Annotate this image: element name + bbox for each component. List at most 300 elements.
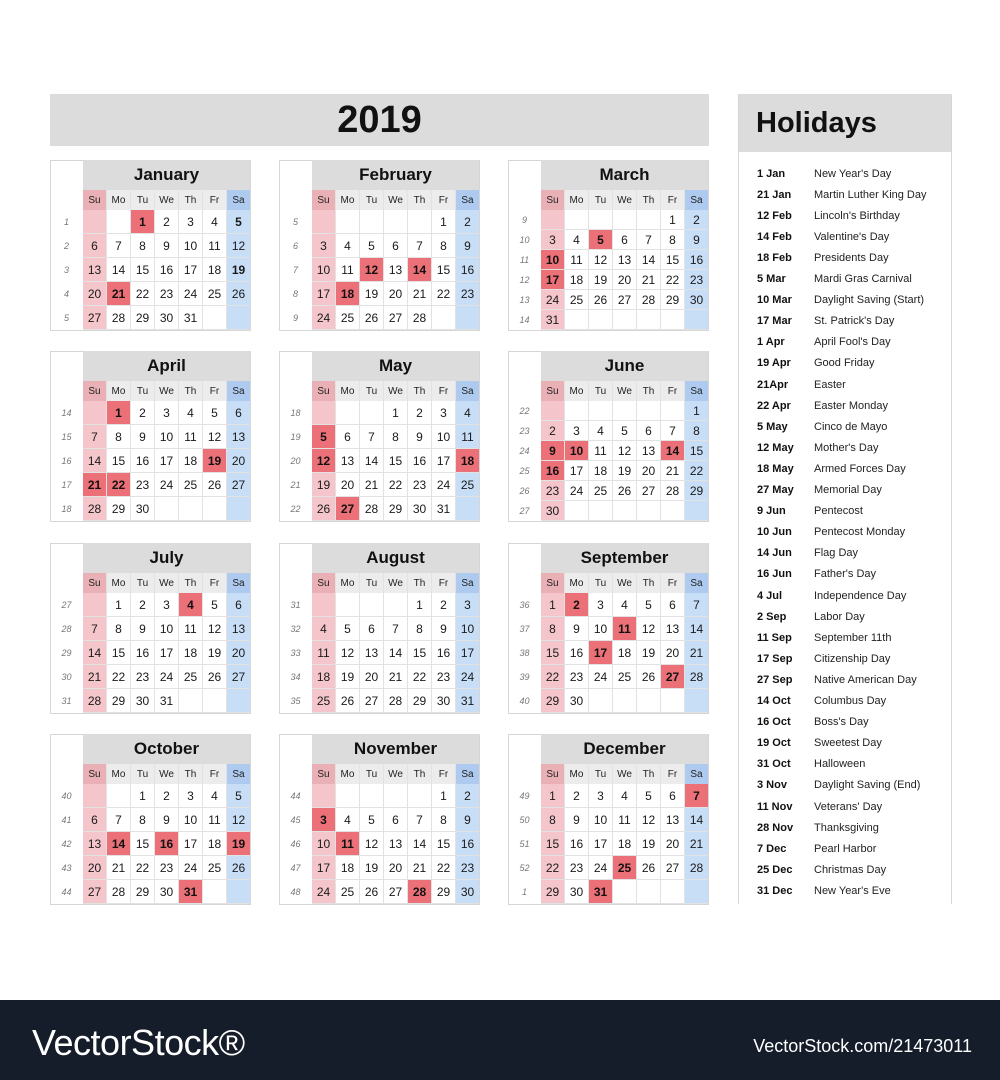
day-cell: 7 — [645, 232, 652, 247]
day-cell: 10 — [541, 250, 564, 269]
day-cell: 30 — [159, 884, 174, 899]
day-cell: 26 — [617, 483, 632, 498]
weekday-label: We — [384, 190, 407, 210]
week-number: 24 — [519, 446, 530, 456]
week-number: 42 — [61, 839, 72, 849]
weekday-label: Sa — [456, 381, 479, 401]
weekday-label: Fr — [432, 764, 455, 784]
year-title: 2019 — [337, 98, 422, 141]
month-april — [50, 351, 250, 521]
day-cell: 23 — [135, 477, 150, 492]
holiday-name: Halloween — [814, 758, 866, 771]
day-cell: 7 — [693, 597, 700, 612]
day-cell: 9 — [139, 429, 146, 444]
week-number: 40 — [61, 791, 72, 801]
day-cell: 1 — [549, 788, 556, 803]
holiday-item — [739, 501, 951, 522]
day-cell: 25 — [569, 292, 584, 307]
weekday-label: Fr — [661, 573, 684, 593]
day-cell: 30 — [436, 693, 451, 708]
holiday-date: 2 Sep — [757, 610, 787, 623]
day-cell: 27 — [665, 860, 680, 875]
weekday-label: Su — [83, 764, 106, 784]
day-cell: 20 — [87, 860, 102, 875]
holiday-name: Mardi Gras Carnival — [814, 273, 912, 285]
holiday-item — [739, 754, 951, 775]
day-cell: 14 — [111, 262, 126, 277]
holiday-item — [739, 247, 951, 268]
month-july — [50, 543, 250, 713]
day-cell: 6 — [235, 597, 242, 612]
day-cell: 6 — [392, 812, 399, 827]
weekday-label: Th — [408, 764, 431, 784]
weekday-label: Th — [637, 573, 660, 593]
week-number: 17 — [61, 480, 72, 490]
day-cell: 2 — [163, 788, 170, 803]
day-cell: 23 — [460, 860, 475, 875]
day-cell: 10 — [593, 812, 608, 827]
day-cell: 18 — [593, 463, 608, 478]
day-cell: 15 — [545, 836, 560, 851]
day-cell: 23 — [159, 860, 174, 875]
holiday-name: Native American Day — [814, 673, 917, 686]
day-cell: 24 — [159, 477, 174, 492]
day-cell: 12 — [641, 621, 656, 636]
day-cell: 28 — [689, 669, 704, 684]
day-cell: 11 — [613, 617, 636, 640]
day-cell: 1 — [416, 597, 423, 612]
week-number: 25 — [519, 466, 530, 476]
holiday-item — [739, 416, 951, 437]
day-cell: 12 — [340, 645, 355, 660]
day-cell: 25 — [183, 477, 198, 492]
holiday-item — [739, 480, 951, 501]
day-cell: 8 — [440, 238, 447, 253]
day-cell: 30 — [569, 884, 584, 899]
day-cell: 3 — [549, 232, 556, 247]
day-cell: 30 — [569, 693, 584, 708]
day-cell: 10 — [183, 238, 198, 253]
day-cell: 26 — [364, 884, 379, 899]
weekday-label: Mo — [336, 764, 359, 784]
week-number: 10 — [519, 235, 530, 245]
weekday-label: Tu — [131, 190, 154, 210]
weekday-label: Sa — [227, 573, 250, 593]
holiday-date: 5 May — [757, 420, 788, 433]
week-number: 14 — [61, 408, 72, 418]
day-cell: 20 — [388, 860, 403, 875]
day-cell: 5 — [235, 214, 242, 229]
day-cell: 19 — [364, 286, 379, 301]
day-cell: 29 — [545, 884, 560, 899]
month-name: March — [541, 160, 708, 190]
day-cell: 27 — [231, 669, 246, 684]
day-cell: 28 — [364, 501, 379, 516]
day-cell: 6 — [621, 232, 628, 247]
day-cell: 13 — [641, 443, 656, 458]
day-cell: 9 — [163, 812, 170, 827]
weekday-label: Th — [179, 381, 202, 401]
month-december — [508, 734, 708, 904]
day-cell: 5 — [621, 423, 628, 438]
weekday-label: Sa — [685, 190, 708, 210]
week-number: 27 — [519, 506, 530, 516]
day-cell: 9 — [440, 621, 447, 636]
holiday-item — [739, 269, 951, 290]
image-id: VectorStock.com/21473011 — [753, 1036, 972, 1056]
day-cell: 28 — [388, 693, 403, 708]
holiday-date: 14 Oct — [757, 695, 791, 707]
holiday-date: 4 Jul — [757, 589, 783, 602]
day-cell: 7 — [685, 784, 708, 807]
holiday-date: 16 Oct — [757, 716, 791, 729]
day-cell: 16 — [460, 836, 475, 851]
day-cell: 22 — [436, 286, 451, 301]
day-cell: 13 — [388, 262, 403, 277]
week-number: 13 — [519, 295, 530, 305]
weekday-label: We — [613, 190, 636, 210]
day-cell: 30 — [412, 501, 427, 516]
day-cell: 5 — [312, 425, 335, 448]
day-cell: 6 — [235, 405, 242, 420]
weekday-label: Mo — [107, 381, 130, 401]
holiday-date: 27 May — [757, 484, 794, 496]
holiday-item — [739, 205, 951, 226]
day-cell: 6 — [91, 238, 98, 253]
weekday-label: Tu — [131, 573, 154, 593]
day-cell: 21 — [641, 272, 656, 287]
day-cell: 4 — [597, 423, 604, 438]
week-number: 4 — [63, 289, 69, 299]
day-cell: 13 — [231, 429, 246, 444]
day-cell: 22 — [545, 860, 560, 875]
holiday-item — [739, 817, 951, 838]
day-cell: 20 — [665, 645, 680, 660]
holiday-item — [739, 859, 951, 880]
day-cell: 26 — [641, 860, 656, 875]
day-cell: 9 — [573, 812, 580, 827]
day-cell: 13 — [617, 252, 632, 267]
week-number: 18 — [61, 504, 72, 514]
day-cell: 29 — [135, 884, 150, 899]
holiday-date: 5 Mar — [757, 273, 786, 285]
weekday-label: Su — [541, 764, 564, 784]
day-cell: 16 — [155, 832, 178, 855]
day-cell: 8 — [139, 812, 146, 827]
day-cell: 10 — [316, 262, 331, 277]
weekday-label: Su — [541, 573, 564, 593]
day-cell: 8 — [549, 621, 556, 636]
day-cell: 15 — [388, 453, 403, 468]
day-cell: 7 — [392, 621, 399, 636]
month-september — [508, 543, 708, 713]
week-number: 45 — [290, 815, 301, 825]
holiday-name: Sweetest Day — [814, 737, 882, 750]
day-cell: 24 — [593, 860, 608, 875]
day-cell: 27 — [231, 477, 246, 492]
day-cell: 28 — [111, 884, 126, 899]
weekday-label: Th — [179, 573, 202, 593]
day-cell: 1 — [107, 401, 130, 424]
year-header — [50, 94, 709, 146]
day-cell: 8 — [549, 812, 556, 827]
weekday-label: Su — [312, 573, 335, 593]
day-cell: 22 — [436, 860, 451, 875]
day-cell: 11 — [208, 238, 221, 253]
holiday-item — [739, 564, 951, 585]
holiday-item — [739, 522, 951, 543]
day-cell: 22 — [689, 463, 704, 478]
day-cell: 4 — [464, 405, 471, 420]
day-cell: 20 — [340, 477, 355, 492]
day-cell: 18 — [340, 860, 355, 875]
day-cell: 18 — [336, 282, 359, 305]
holiday-date: 17 Mar — [757, 315, 792, 328]
day-cell: 15 — [135, 262, 150, 277]
day-cell: 2 — [163, 214, 170, 229]
day-cell: 23 — [460, 286, 475, 301]
day-cell: 3 — [163, 405, 170, 420]
day-cell: 17 — [436, 453, 451, 468]
day-cell: 24 — [159, 669, 174, 684]
holiday-date: 19 Oct — [757, 737, 791, 750]
day-cell: 17 — [183, 836, 198, 851]
month-august — [279, 543, 479, 713]
weekday-label: Fr — [661, 190, 684, 210]
day-cell: 9 — [163, 238, 170, 253]
weekday-label: Th — [179, 190, 202, 210]
day-cell: 10 — [316, 836, 331, 851]
weekday-label: We — [384, 764, 407, 784]
day-cell: 13 — [364, 645, 379, 660]
day-cell: 27 — [388, 884, 403, 899]
week-number: 18 — [290, 408, 301, 418]
week-number: 40 — [519, 696, 530, 706]
day-cell: 15 — [436, 836, 451, 851]
day-cell: 2 — [573, 788, 580, 803]
week-number: 26 — [519, 486, 530, 496]
week-number: 12 — [519, 275, 530, 285]
week-number: 51 — [519, 839, 530, 849]
day-cell: 31 — [159, 693, 174, 708]
day-cell: 20 — [87, 286, 102, 301]
day-cell: 23 — [412, 477, 427, 492]
day-cell: 13 — [87, 836, 102, 851]
weekday-label: Mo — [336, 573, 359, 593]
week-number: 11 — [519, 255, 530, 265]
weekday-label: Su — [312, 381, 335, 401]
day-cell: 29 — [665, 292, 680, 307]
day-cell: 8 — [440, 812, 447, 827]
day-cell: 23 — [436, 669, 451, 684]
holiday-date: 16 Jun — [757, 568, 792, 581]
day-cell: 4 — [187, 405, 194, 420]
day-cell: 31 — [460, 693, 475, 708]
day-cell: 5 — [235, 788, 242, 803]
day-cell: 30 — [545, 503, 560, 518]
day-cell: 15 — [135, 836, 150, 851]
day-cell: 10 — [460, 621, 475, 636]
day-cell: 20 — [364, 669, 379, 684]
month-name: February — [312, 160, 479, 190]
weekday-label: Sa — [685, 573, 708, 593]
day-cell: 24 — [545, 292, 560, 307]
week-number: 44 — [61, 887, 72, 897]
day-cell: 29 — [111, 501, 126, 516]
holidays-title: Holidays — [756, 106, 877, 139]
week-number: 8 — [292, 289, 298, 299]
week-number: 5 — [292, 217, 298, 227]
day-cell: 20 — [388, 286, 403, 301]
week-number: 3 — [63, 265, 69, 275]
weekday-label: Tu — [589, 190, 612, 210]
holiday-name: Valentine's Day — [814, 230, 890, 243]
weekday-label: Fr — [203, 381, 226, 401]
day-cell: 12 — [641, 812, 656, 827]
day-cell: 26 — [231, 860, 246, 875]
day-cell: 15 — [436, 262, 451, 277]
weekday-label: Mo — [107, 573, 130, 593]
week-number: 52 — [519, 863, 530, 873]
day-cell: 11 — [184, 429, 197, 444]
week-number: 22 — [519, 406, 530, 416]
day-cell: 12 — [360, 258, 383, 281]
day-cell: 5 — [645, 788, 652, 803]
day-cell: 14 — [364, 453, 379, 468]
holiday-name: Daylight Saving (Start) — [814, 294, 925, 307]
day-cell: 29 — [135, 310, 150, 325]
day-cell: 16 — [135, 453, 150, 468]
day-cell: 27 — [388, 310, 403, 325]
day-cell: 4 — [621, 597, 628, 612]
day-cell: 31 — [179, 880, 202, 903]
holiday-name: Citizenship Day — [814, 652, 891, 665]
month-january — [50, 160, 250, 330]
day-cell: 22 — [665, 272, 680, 287]
day-cell: 16 — [436, 645, 451, 660]
day-cell: 27 — [617, 292, 632, 307]
month-name: August — [312, 543, 479, 573]
day-cell: 19 — [227, 832, 250, 855]
day-cell: 22 — [111, 669, 126, 684]
week-number: 35 — [290, 696, 301, 706]
weekday-label: Mo — [565, 764, 588, 784]
holiday-name: Flag Day — [814, 547, 859, 560]
holiday-item — [739, 585, 951, 606]
month-name: November — [312, 734, 479, 764]
holiday-item — [739, 838, 951, 859]
day-cell: 21 — [412, 860, 427, 875]
day-cell: 21 — [107, 282, 130, 305]
holiday-item — [739, 712, 951, 733]
day-cell: 6 — [368, 621, 375, 636]
day-cell: 23 — [569, 669, 584, 684]
day-cell: 8 — [416, 621, 423, 636]
week-number: 6 — [292, 241, 298, 251]
weekday-label: Th — [179, 764, 202, 784]
weekday-label: Th — [637, 190, 660, 210]
week-number: 27 — [61, 600, 72, 610]
day-cell: 18 — [456, 449, 479, 472]
day-cell: 22 — [135, 860, 150, 875]
week-number: 30 — [61, 672, 72, 682]
day-cell: 26 — [207, 669, 222, 684]
day-cell: 24 — [436, 477, 451, 492]
month-name: January — [83, 160, 250, 190]
day-cell: 8 — [669, 232, 676, 247]
day-cell: 3 — [187, 788, 194, 803]
week-number: 2 — [63, 241, 69, 251]
day-cell: 12 — [312, 449, 335, 472]
holiday-date: 31 Oct — [757, 758, 791, 771]
day-cell: 6 — [669, 597, 676, 612]
holiday-name: Independence Day — [814, 589, 907, 602]
week-number: 28 — [61, 624, 72, 634]
day-cell: 22 — [412, 669, 427, 684]
day-cell: 24 — [183, 860, 198, 875]
day-cell: 7 — [368, 429, 375, 444]
day-cell: 26 — [593, 292, 608, 307]
holiday-date: 14 Feb — [757, 230, 792, 243]
weekday-label: Su — [312, 190, 335, 210]
day-cell: 19 — [364, 860, 379, 875]
day-cell: 3 — [464, 597, 471, 612]
day-cell: 17 — [541, 270, 564, 289]
day-cell: 1 — [440, 788, 447, 803]
day-cell: 16 — [159, 262, 174, 277]
day-cell: 10 — [183, 812, 198, 827]
day-cell: 28 — [412, 310, 427, 325]
day-cell: 2 — [139, 405, 146, 420]
holiday-name: New Year's Eve — [814, 884, 891, 897]
footer-banner — [0, 1000, 1000, 1080]
week-number: 7 — [292, 265, 298, 275]
holiday-date: 11 Sep — [757, 631, 792, 644]
weekday-label: Fr — [203, 764, 226, 784]
holiday-item — [739, 395, 951, 416]
day-cell: 14 — [412, 836, 427, 851]
holiday-name: Boss's Day — [814, 716, 869, 729]
day-cell: 3 — [187, 214, 194, 229]
day-cell: 21 — [412, 286, 427, 301]
weekday-label: Su — [83, 573, 106, 593]
day-cell: 14 — [689, 621, 704, 636]
weekday-label: We — [155, 190, 178, 210]
day-cell: 29 — [436, 884, 451, 899]
day-cell: 21 — [388, 669, 403, 684]
holiday-date: 27 Sep — [757, 673, 793, 686]
weekday-label: Mo — [107, 190, 130, 210]
holiday-item — [739, 606, 951, 627]
week-number: 14 — [519, 315, 530, 325]
day-cell: 13 — [388, 836, 403, 851]
day-cell: 20 — [641, 463, 656, 478]
week-number: 39 — [519, 672, 530, 682]
weekday-label: We — [155, 381, 178, 401]
day-cell: 16 — [569, 645, 584, 660]
day-cell: 18 — [316, 669, 331, 684]
weekday-label: Su — [83, 190, 106, 210]
day-cell: 12 — [207, 621, 222, 636]
day-cell: 10 — [159, 621, 174, 636]
day-cell: 29 — [388, 501, 403, 516]
day-cell: 10 — [159, 429, 174, 444]
day-cell: 30 — [159, 310, 174, 325]
day-cell: 24 — [460, 669, 475, 684]
day-cell: 4 — [344, 238, 351, 253]
day-cell: 8 — [693, 423, 700, 438]
day-cell: 25 — [460, 477, 475, 492]
